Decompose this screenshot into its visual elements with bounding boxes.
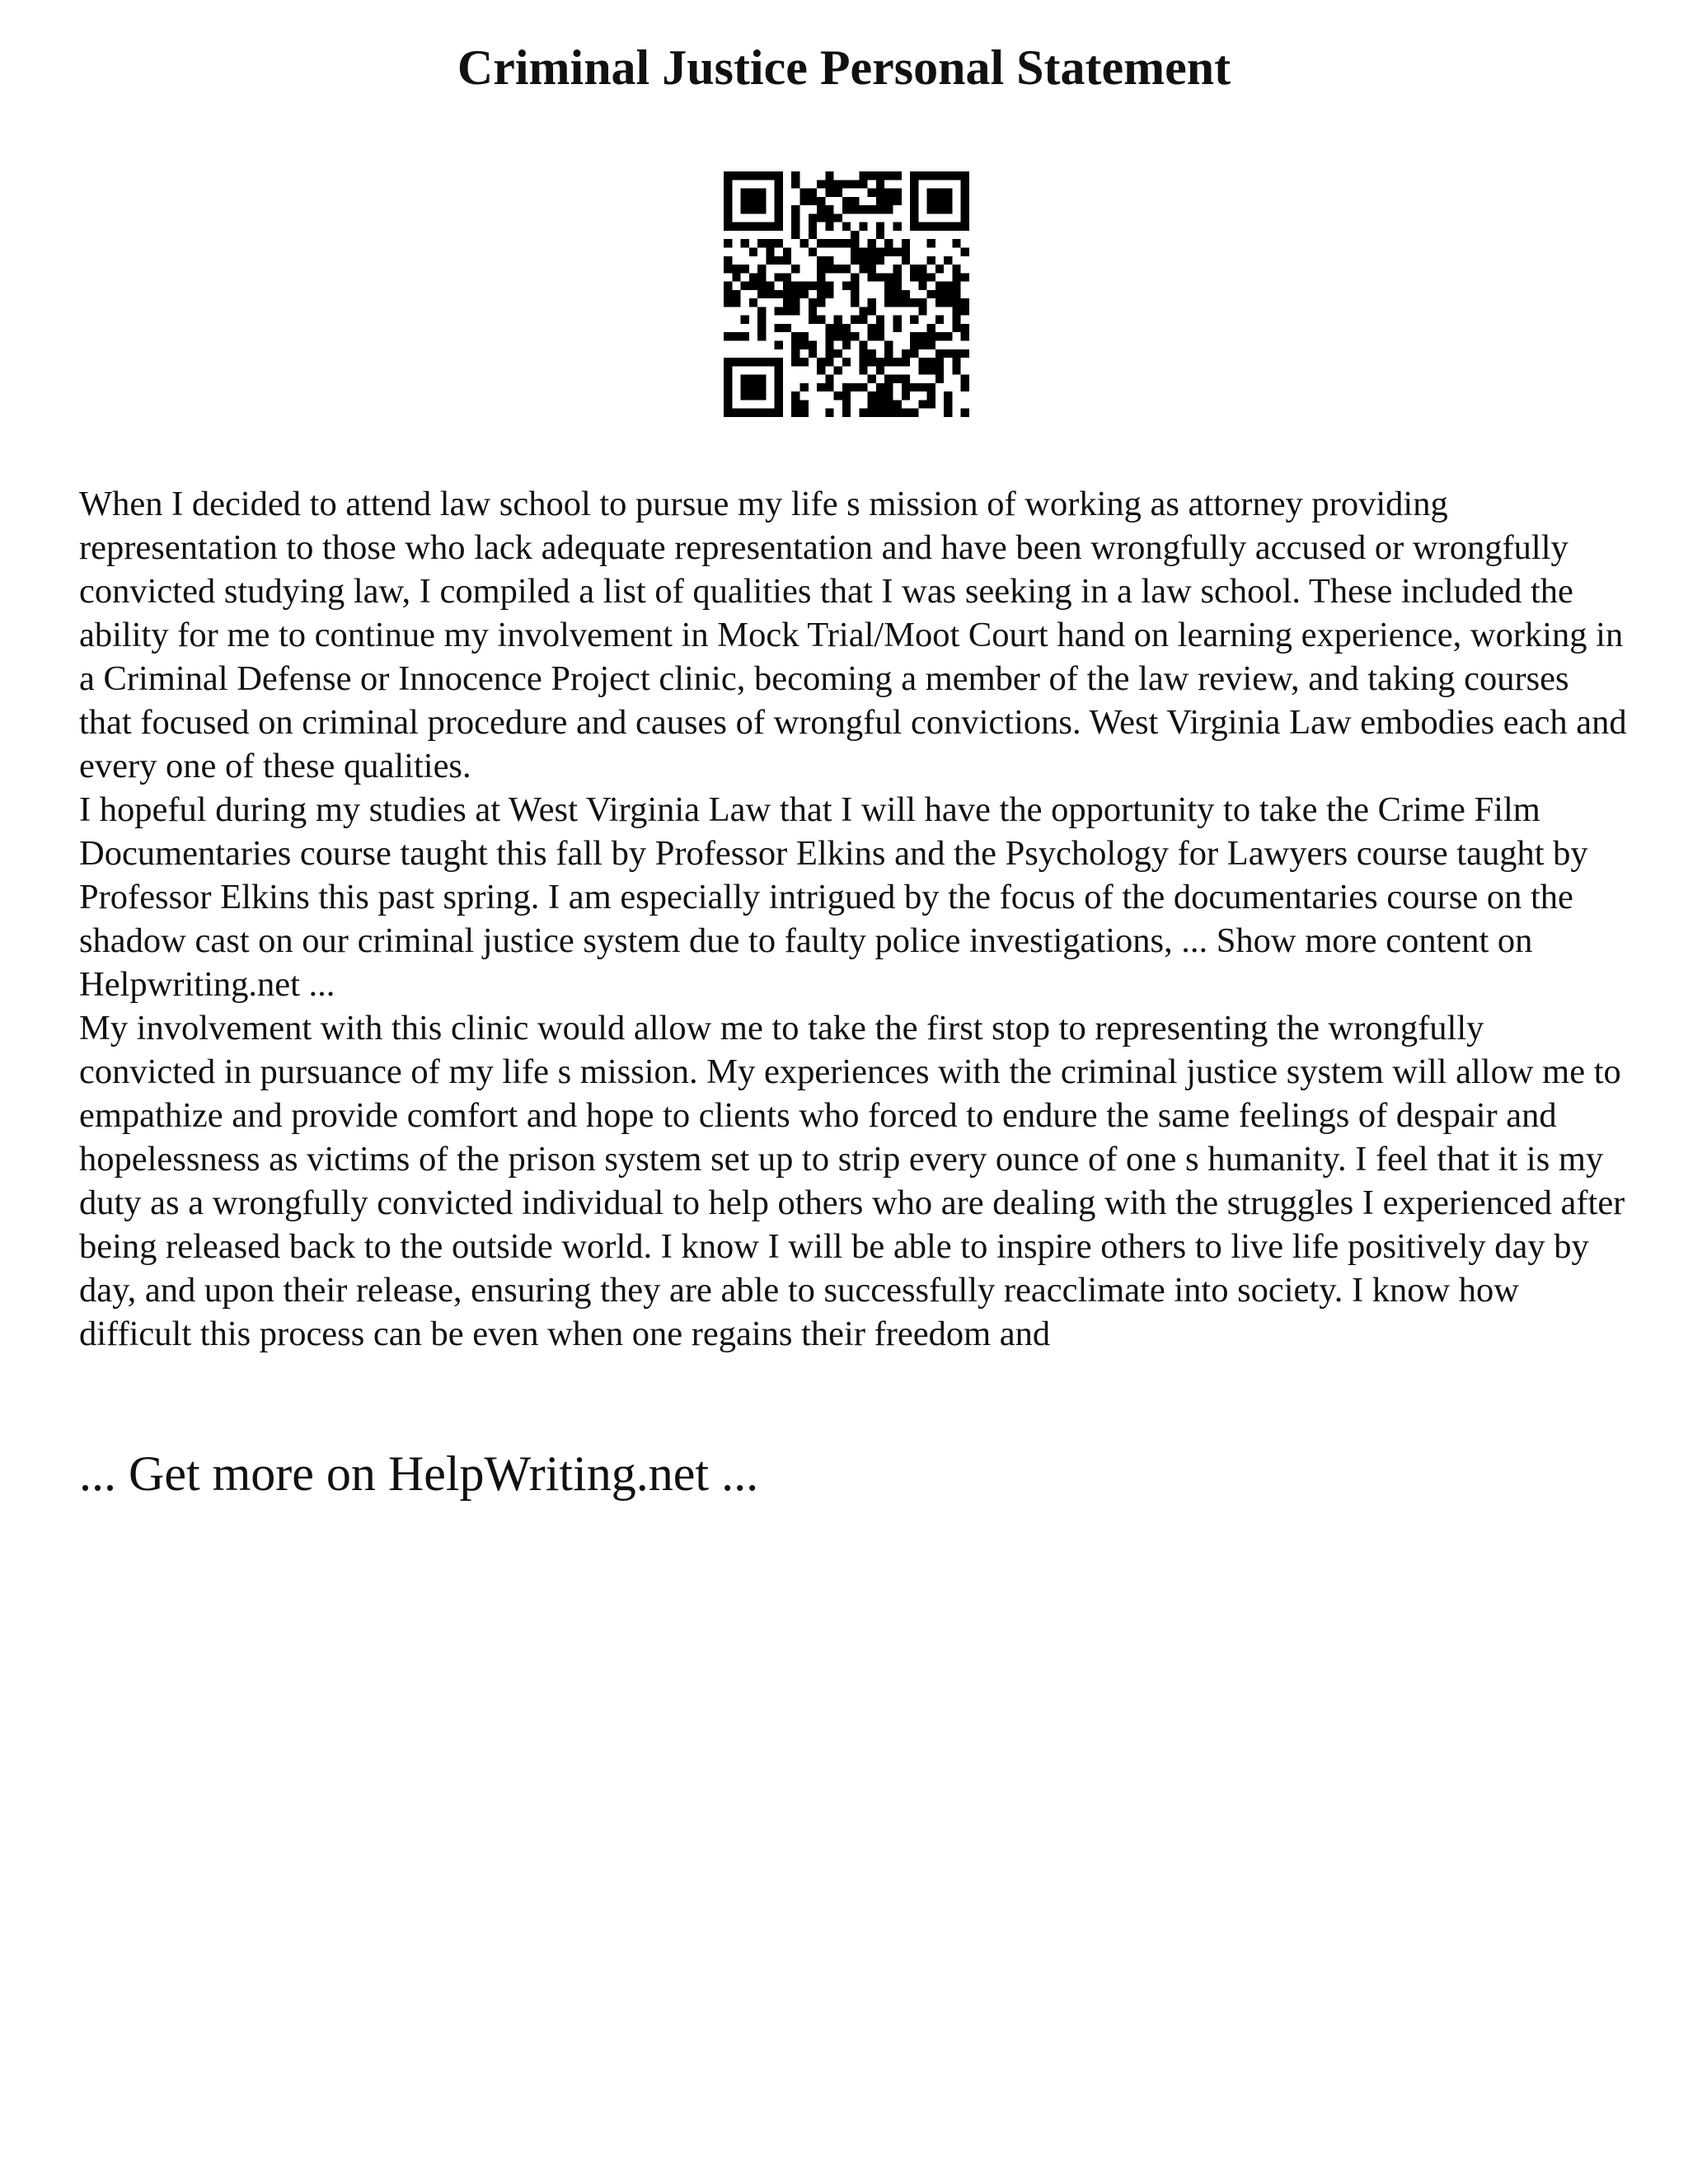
paragraph: I hopeful during my studies at West Virginia Law that I will have the opportunity to take the Crime Film Documentaries course taught this fall by Professor Elkins and the Psychology for Lawyers course taught by Professor Elkins this past spring. I am especially intrigued by the focus of the documentaries course on the shadow cast on our criminal justice system due to faulty police investigations, ... Show more content on Helpwriting.net ... [79,790,1588,1004]
paragraph: When I decided to attend law school to pursue my life s mission of working as attorney providing representation to those who lack adequate representation and have been wrongfully accused or wrongfully convicted studying law, I compiled a list of qualities that I was seeking in a law school. These included the ability for me to continue my involvement in Mock Trial/Moot Court hand on learning experience, working in a Criminal Defense or Innocence Project clinic, becoming a member of the law review, and taking courses that focused on criminal procedure and causes of wrongful convictions. West Virginia Law embodies each and every one of these qualities. [79,485,1627,785]
paragraph: My involvement with this clinic would allow me to take the first stop to representing the wrongfully convicted in pursuance of my life s mission. My experiences with the criminal justice system will allow me to empathize and provide comfort and hope to clients who forced to endure the same feelings of despair and hopelessness as victims of the prison system set up to strip every ounce of one s humanity. I feel that it is my duty as a wrongfully convicted individual to help others who are dealing with the struggles I experienced after being released back to the outside world. I know I will be able to inspire others to live life positively day by day, and upon their release, ensuring they are able to successfully reacclimate into society. I know how difficult this process can be even when one regains their freedom and [79,1009,1625,1353]
statement-body [79,482,1629,1356]
qr-code-icon [724,171,969,417]
page-title: Criminal Justice Personal Statement [457,40,1231,95]
get-more-link[interactable]: ... Get more on HelpWriting.net ... [79,1446,759,1501]
